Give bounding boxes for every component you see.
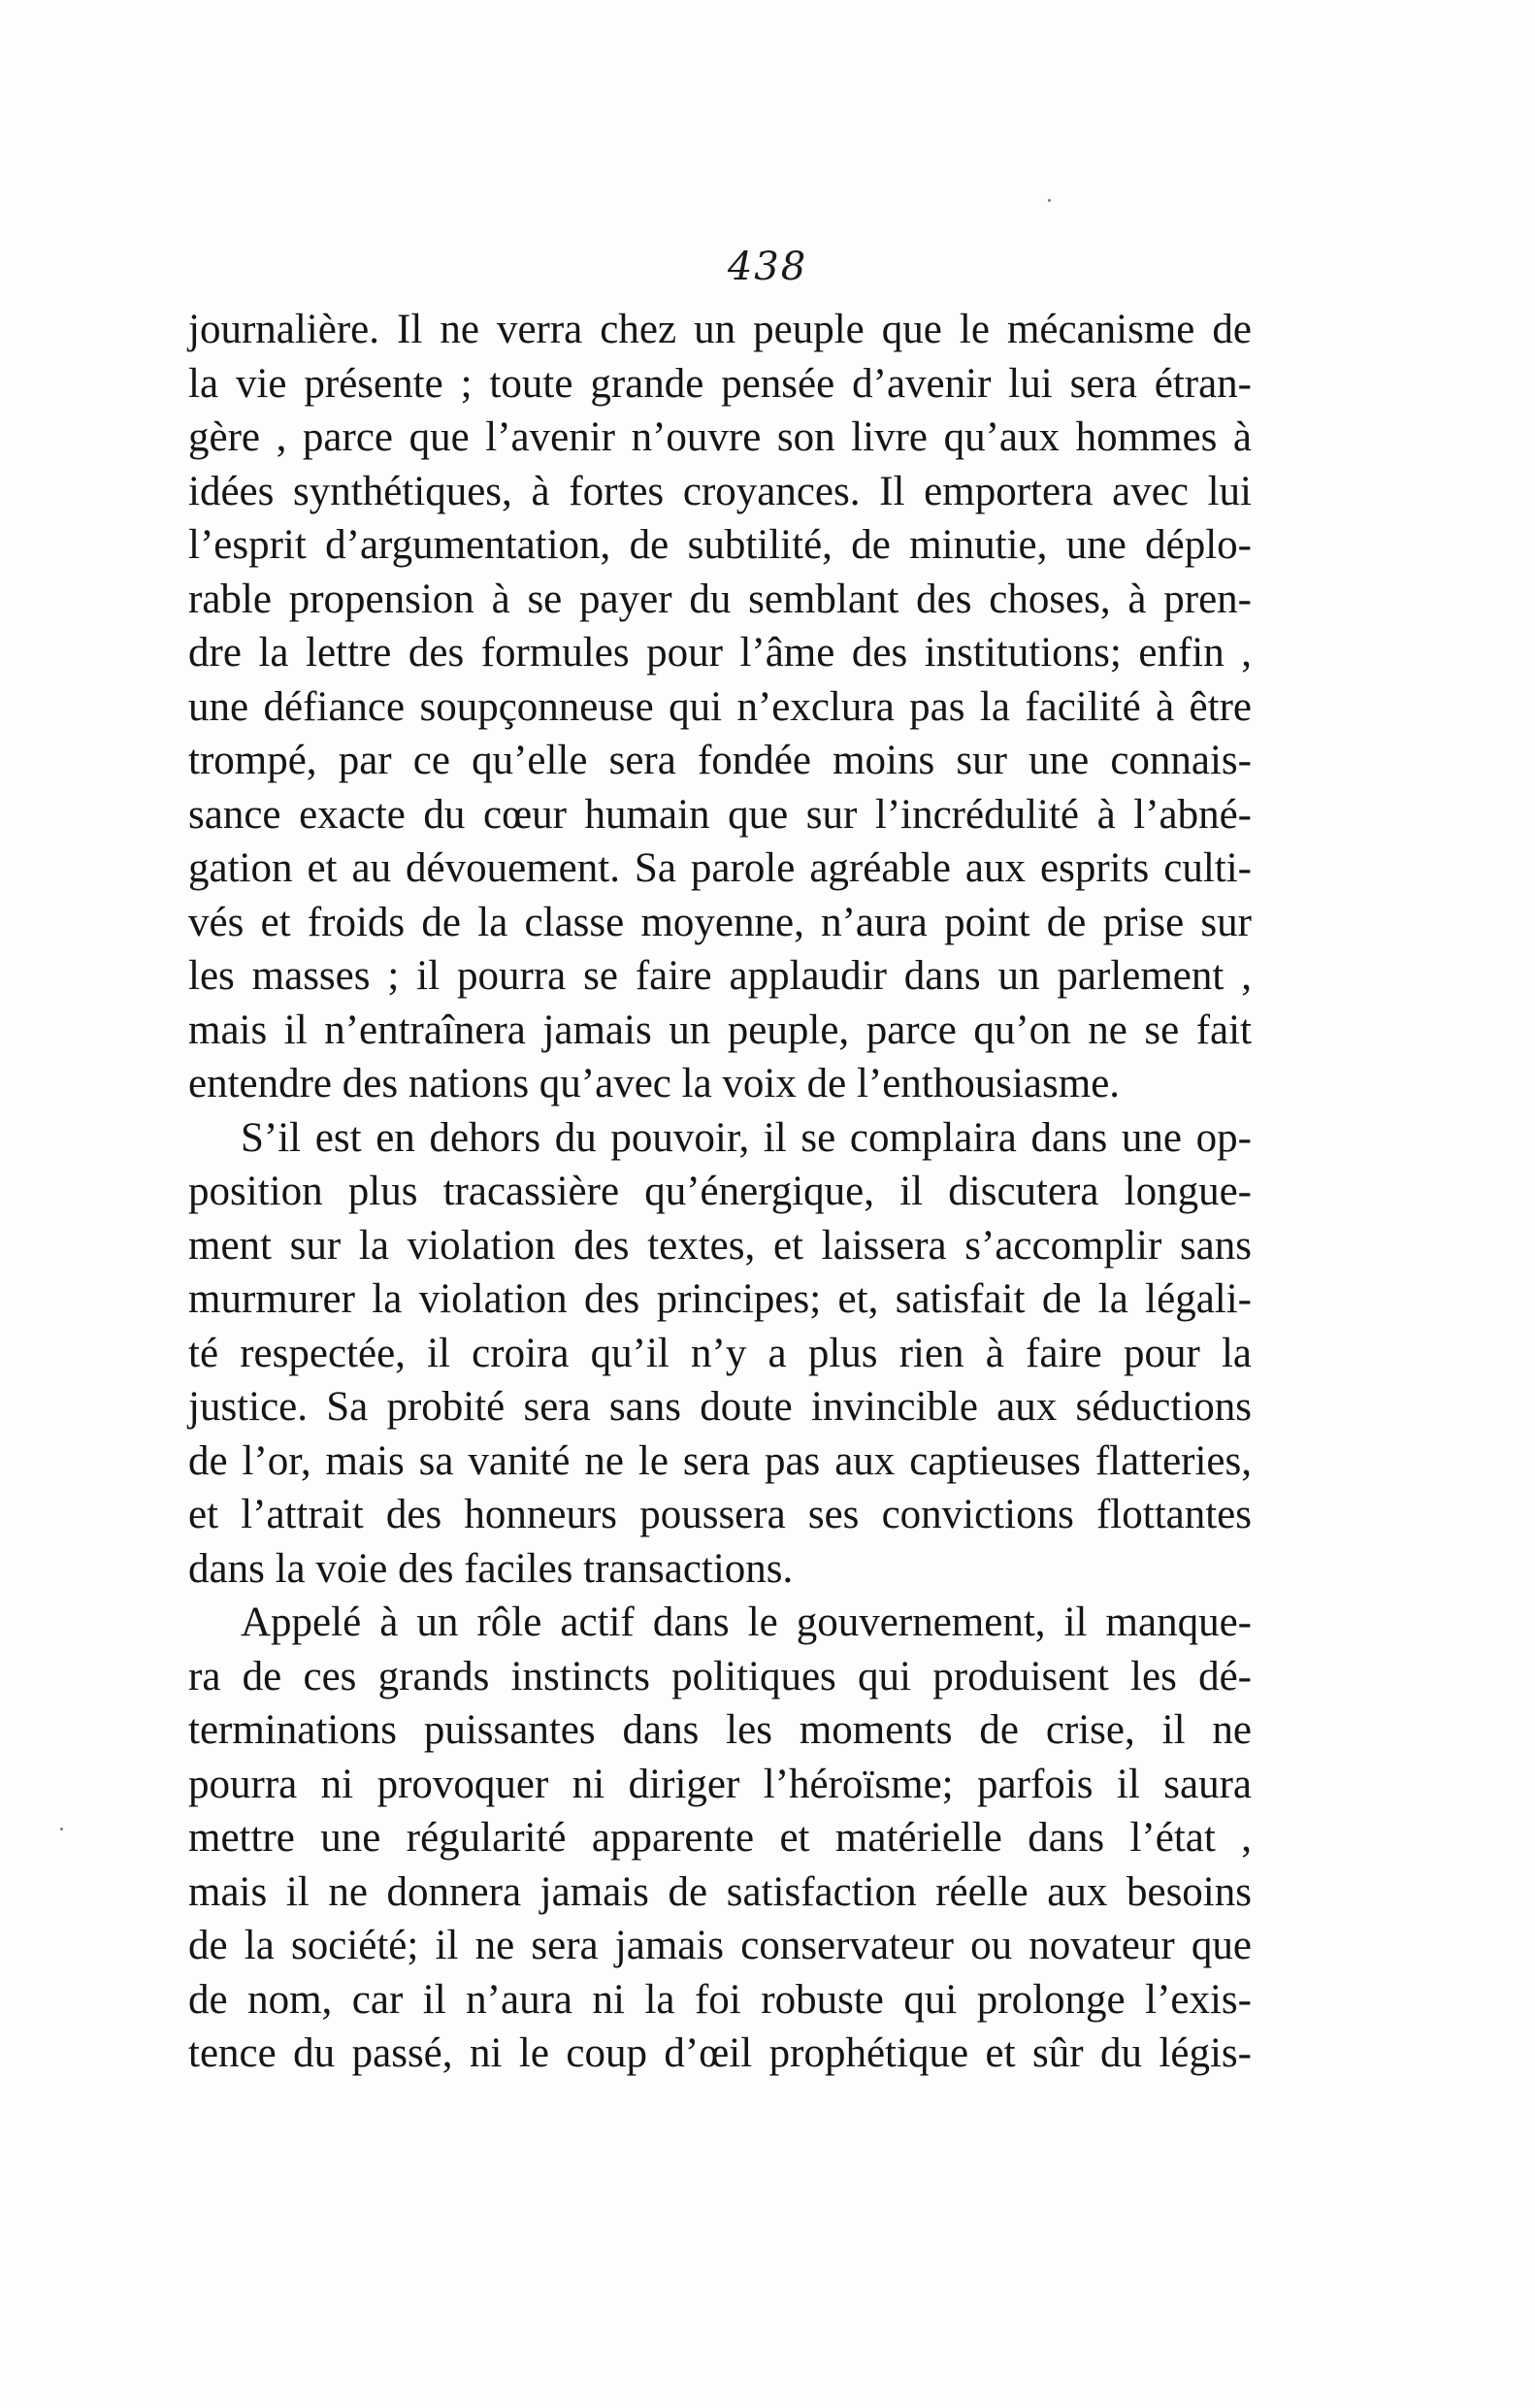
text-line: idées synthétiques, à fortes croyances. Il emportera avec lui [188,468,1252,514]
body-text [188,303,1252,2081]
paragraph-1 [188,303,1252,1111]
text-line: justice. Sa probité sera sans doute invincible aux séductions [188,1384,1252,1430]
page-number: 438 [727,245,808,289]
text-line: une défiance soupçonneuse qui n’exclura pas la facilité à être [188,683,1252,730]
text-line: sance exacte du cœur humain que sur l’incrédulité à l’abné- [188,791,1252,838]
paper-speck [60,1828,63,1831]
text-line: position plus tracassière qu’énergique, il discutera longue- [188,1169,1252,1214]
text-line: gère , parce que l’avenir n’ouvre son livre qu’aux hommes à [188,414,1252,460]
text-line: té respectée, il croira qu’il n’y a plus rien à faire pour la [188,1330,1252,1376]
text-line: ment sur la violation des textes, et laissera s’accomplir sans [188,1222,1252,1269]
text-line: rable propension à se payer du semblant des choses, à pren- [188,576,1252,622]
text-line: S’il est en dehors du pouvoir, il se complaira dans une op- [241,1114,1252,1161]
text-line: trompé, par ce qu’elle sera fondée moins sur une connais- [188,738,1252,783]
paragraph-2 [188,1111,1252,1597]
text-line: dre la lettre des formules pour l’âme des institutions; enfin , [188,630,1252,676]
text-line: mais il ne donnera jamais de satisfaction réelle aux besoins [188,1868,1252,1915]
text-line: l’esprit d’argumentation, de subtilité, de minutie, une déplo- [188,522,1252,568]
text-line: tence du passé, ni le coup d’œil prophétique et sûr du légis- [188,2030,1252,2076]
text-line: de nom, car il n’aura ni la foi robuste qui prolonge l’exis- [188,1976,1252,2023]
text-line: les masses ; il pourra se faire applaudir dans un parlement , [188,953,1252,999]
text-line: gation et au dévouement. Sa parole agréable aux esprits culti- [188,845,1252,891]
text-line: la vie présente ; toute grande pensée d’avenir lui sera étran- [188,360,1252,407]
text-line: ra de ces grands instincts politiques qui produisent les dé- [188,1653,1252,1699]
text-line: murmurer la violation des principes; et, satisfait de la légali- [188,1276,1252,1322]
text-line: de l’or, mais sa vanité ne le sera pas aux captieuses flatteries, [188,1437,1252,1484]
text-line: entendre des nations qu’avec la voix de l’enthousiasme. [188,1061,1121,1106]
text-line: dans la voie des faciles transactions. [188,1545,794,1592]
text-line: mais il n’entraînera jamais un peuple, parce qu’on ne se fait [188,1006,1252,1053]
text-line: Appelé à un rôle actif dans le gouvernement, il manque- [241,1600,1252,1645]
paragraph-3 [188,1596,1252,2081]
text-line: de la société; il ne sera jamais conservateur ou novateur que [188,1923,1252,1968]
text-line: terminations puissantes dans les moments de crise, il ne [188,1707,1252,1753]
text-line: pourra ni provoquer ni diriger l’héroïsme; parfois il saura [188,1761,1252,1807]
paper-speck [1048,199,1051,202]
text-line: vés et froids de la classe moyenne, n’aura point de prise sur [188,899,1252,945]
text-line: journalière. Il ne verra chez un peuple que le mécanisme de [188,307,1252,352]
text-line: et l’attrait des honneurs poussera ses convictions flottantes [188,1492,1252,1537]
text-line: mettre une régularité apparente et matérielle dans l’état , [188,1815,1252,1861]
